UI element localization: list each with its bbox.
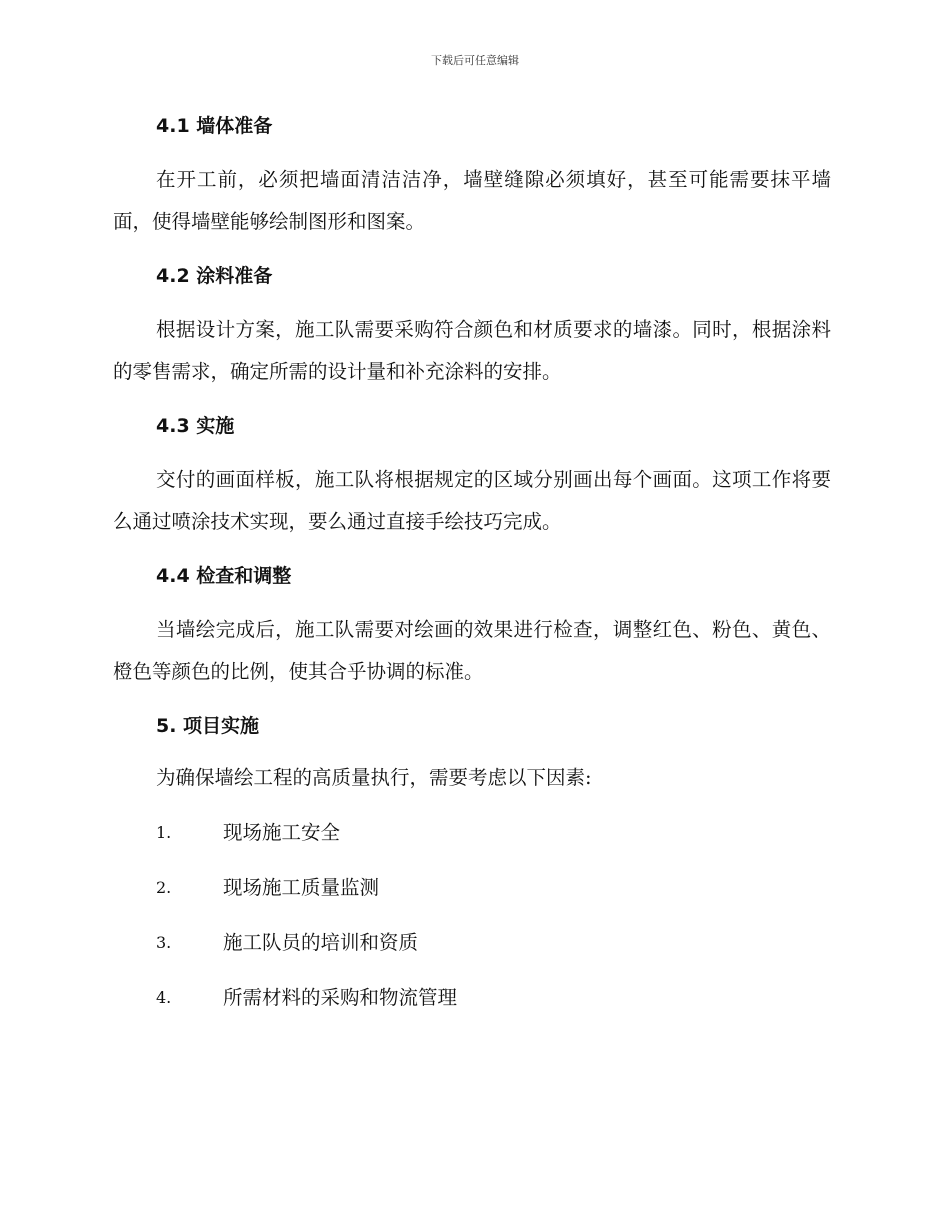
list-item [113,869,831,907]
section-heading-4-2: 4.2 涂料准备 [156,265,273,287]
list-item-text: 施工队员的培训和资质 [223,931,419,954]
section-heading-4-4: 4.4 检查和调整 [156,565,292,587]
list-item-number: 4. [156,988,172,1007]
list-item-text: 现场施工安全 [223,821,341,844]
list-item-number: 3. [156,933,172,952]
list-item-number: 2. [156,878,172,897]
section-paragraph-4-4: 当墙绘完成后，施工队需要对绘画的效果进行检查，调整红色、粉色、黄色、橙色等颜色的比例，使其合乎协调的标准。 [113,618,831,683]
document-body [113,107,831,1034]
list-item [113,979,831,1017]
page-header: 下载后可任意编辑 [431,54,519,67]
section-paragraph-4-1: 在开工前，必须把墙面清洁洁净，墙壁缝隙必须填好，甚至可能需要抹平墙面，使得墙壁能够绘制图形和图案。 [113,168,831,233]
section-heading-4-3: 4.3 实施 [156,415,235,437]
list-item [113,814,831,852]
list-item [113,924,831,962]
section-paragraph-4-3: 交付的画面样板，施工队将根据规定的区域分别画出每个画面。这项工作将要么通过喷涂技术实现，要么通过直接手绘技巧完成。 [113,468,831,533]
section-heading-5: 5. 项目实施 [156,715,260,737]
list-item-number: 1. [156,823,172,842]
list-item-text: 现场施工质量监测 [223,876,380,899]
section-heading-4-1: 4.1 墙体准备 [156,115,273,137]
list-item-text: 所需材料的采购和物流管理 [223,986,458,1009]
section-paragraph-4-2: 根据设计方案，施工队需要采购符合颜色和材质要求的墙漆。同时，根据涂料的零售需求，确定所需的设计量和补充涂料的安排。 [113,318,831,383]
section-5-intro: 为确保墙绘工程的高质量执行，需要考虑以下因素: [156,766,592,789]
